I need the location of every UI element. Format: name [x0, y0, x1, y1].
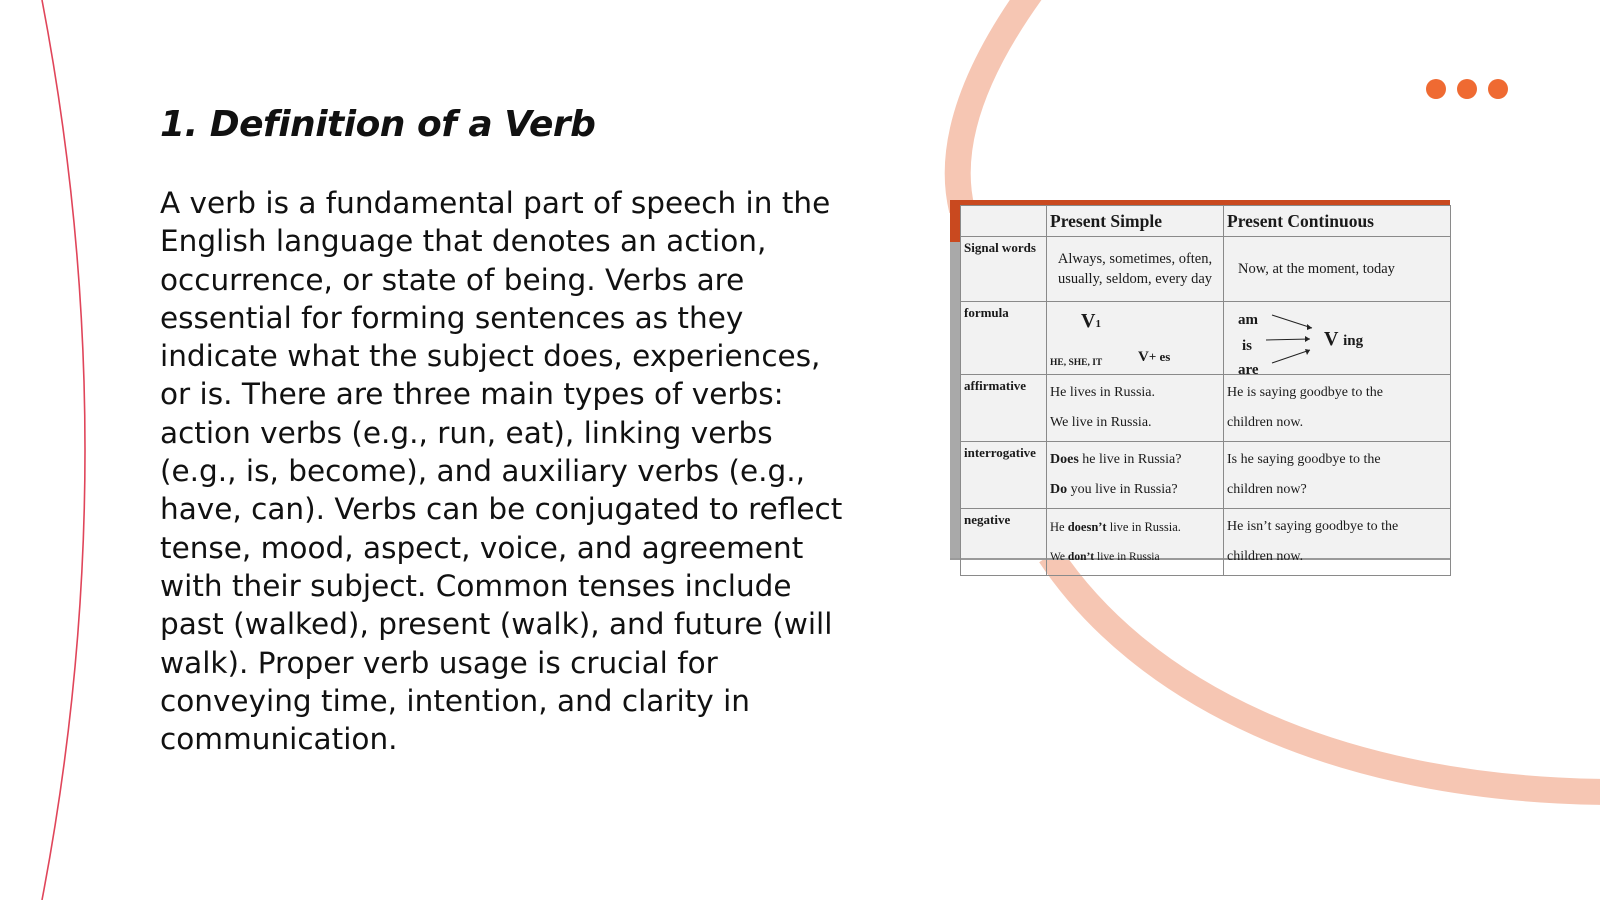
header-present-simple: Present Simple: [1047, 206, 1224, 237]
negative-simple-line-2: [1050, 542, 1220, 572]
left-curve-line: [42, 0, 85, 900]
formula-is: is: [1242, 338, 1253, 354]
table-row-interrogative: [961, 442, 1451, 509]
negative-simple-line-1: [1050, 512, 1220, 542]
more-dots-icon: [1426, 79, 1508, 99]
dot-icon: [1488, 79, 1508, 99]
table-row-formula: [961, 302, 1451, 375]
formula-v-ing: [1324, 324, 1363, 356]
interrogative-simple-line-1: [1050, 445, 1220, 475]
negative-simple-rest-1: live in Russia.: [1106, 520, 1181, 534]
negative-continuous-line-1: He isn’t saying goodbye to the: [1227, 519, 1399, 534]
row-label-affirmative: affirmative: [961, 375, 1047, 442]
interrogative-do: Do: [1050, 482, 1068, 497]
slide-body-text: A verb is a fundamental part of speech in the English language that denotes an action, occurrence, or state of being. Verbs are essential for forming sentences as they indicate what the subject does, experiences, or is. There are three main types of verbs: action verbs (e.g., run, eat), linking verbs (e.g., is, become), and auxiliary verbs (e.g., have, can). Verbs can be conjugated to reflect tense, mood, aspect, voice, and agreement with their subject. Common tenses include past (walked), present (walk), and future (will walk). Proper verb usage is crucial for conveying time, intention, and clarity in communication.: [160, 186, 843, 757]
formula-es-suffix: + es: [1148, 349, 1171, 364]
slide-title: 1. Definition of a Verb: [160, 104, 596, 145]
interrogative-simple: [1047, 442, 1224, 509]
formula-arrows-icon: [1264, 310, 1328, 366]
orange-arc-decoration-lower: [1050, 555, 1600, 792]
row-label-formula: formula: [961, 302, 1047, 375]
negative-dont: don’t: [1067, 551, 1095, 563]
tense-table-image: [950, 200, 1450, 564]
interrogative-does: Does: [1050, 452, 1079, 467]
signal-words-continuous: Now, at the moment, today: [1224, 237, 1451, 302]
formula-simple: [1047, 302, 1224, 375]
signal-words-simple: Always, sometimes, often, usually, seldom, every day: [1047, 237, 1224, 302]
formula-are: are: [1238, 362, 1259, 378]
affirmative-simple: [1047, 375, 1224, 442]
table-corner-cell: [961, 206, 1047, 237]
table-row-negative: [961, 509, 1451, 576]
negative-simple-pre-1: He: [1050, 520, 1068, 534]
formula-continuous: [1224, 302, 1451, 378]
row-label-signal-words: Signal words: [961, 237, 1047, 302]
row-label-interrogative: interrogative: [961, 442, 1047, 509]
dot-icon: [1457, 79, 1477, 99]
formula-subject: HE, SHE, IT: [1050, 358, 1103, 368]
negative-doesnt: doesn’t: [1067, 520, 1107, 534]
interrogative-simple-rest-1: he live in Russia?: [1078, 452, 1182, 467]
interrogative-continuous-line-2: children now?: [1227, 482, 1307, 497]
row-label-negative: negative: [961, 509, 1047, 576]
formula-v-subscript: 1: [1095, 318, 1101, 330]
table-header-row: [961, 206, 1451, 237]
interrogative-continuous: [1224, 442, 1451, 509]
interrogative-continuous-line-1: Is he saying goodbye to the: [1227, 452, 1381, 467]
orange-arc-decoration: [958, 0, 1040, 210]
interrogative-simple-rest-2: you live in Russia?: [1067, 482, 1178, 497]
formula-v-letter: V: [1081, 310, 1096, 332]
interrogative-simple-line-2: [1050, 475, 1220, 505]
negative-simple: [1047, 509, 1224, 576]
table-row-affirmative: [961, 375, 1451, 442]
affirmative-simple-line-1: He lives in Russia.: [1050, 385, 1155, 400]
negative-simple-pre-2: We: [1050, 551, 1068, 563]
negative-continuous-line-2: children now.: [1227, 549, 1304, 564]
formula-v1: [1081, 306, 1101, 339]
formula-am: am: [1238, 312, 1258, 328]
formula-v-es-letter: V: [1138, 349, 1149, 365]
affirmative-simple-line-2: We live in Russia.: [1050, 415, 1152, 430]
table-row-signal-words: [961, 237, 1451, 302]
formula-v-es: [1138, 342, 1170, 372]
table-left-bar: [950, 200, 960, 558]
negative-continuous: [1224, 509, 1451, 576]
dot-icon: [1426, 79, 1446, 99]
tense-comparison-table: [960, 205, 1451, 576]
negative-simple-rest-2: live in Russia: [1094, 551, 1160, 563]
affirmative-continuous-line-2: children now.: [1227, 415, 1304, 430]
formula-v-letter-cont: V: [1324, 328, 1339, 350]
affirmative-continuous-line-1: He is saying goodbye to the: [1227, 385, 1383, 400]
table-left-accent: [950, 200, 960, 242]
header-present-continuous: Present Continuous: [1224, 206, 1451, 237]
formula-ing: ing: [1343, 333, 1364, 349]
